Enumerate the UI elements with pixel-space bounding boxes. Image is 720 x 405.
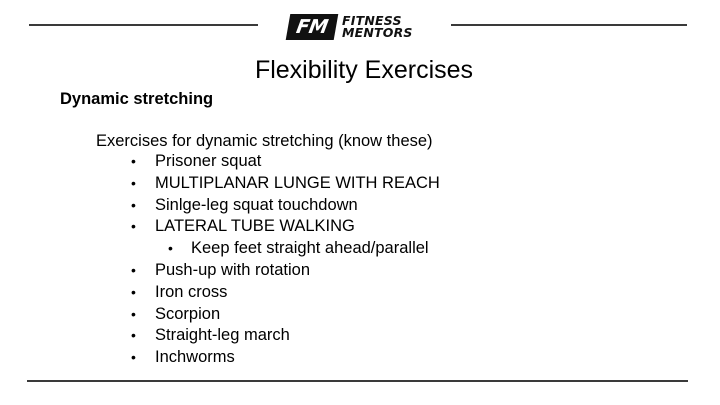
bullet-icon: • [131,283,136,300]
exercise-list [0,151,440,369]
list-item-text: Keep feet straight ahead/parallel [191,239,429,258]
slide-title: Flexibility Exercises [254,56,474,84]
fitness-mentors-logo [288,13,413,41]
logo-mark: FM [286,14,339,40]
list-item [0,304,440,326]
logo-wordmark [342,12,413,40]
logo-word-mentors: MENTORS [342,25,413,40]
list-item-text: Sinlge-leg squat touchdown [155,195,358,214]
list-item-text: LATERAL TUBE WALKING [155,217,355,236]
bottom-divider [27,380,688,382]
list-item [0,325,440,347]
sub-list-item [0,238,440,260]
list-item [0,347,440,369]
bullet-icon: • [131,305,136,322]
bullet-icon: • [168,240,173,257]
bullet-icon: • [131,261,136,278]
list-item [0,195,440,217]
list-item [0,216,440,238]
bullet-icon: • [131,174,136,191]
list-item-text: Iron cross [155,282,228,301]
top-right-divider [451,24,687,26]
list-item [0,282,440,304]
bullet-icon: • [131,196,136,213]
list-item-text: MULTIPLANAR LUNGE WITH REACH [155,173,440,192]
list-item-text: Straight-leg march [155,326,290,345]
list-item-text: Inchworms [155,348,235,367]
bullet-icon: • [131,349,136,366]
bullet-icon: • [131,327,136,344]
list-item-text: Prisoner squat [155,152,262,170]
top-left-divider [29,24,258,26]
bullet-icon: • [131,218,136,235]
list-item-text: Scorpion [155,304,221,323]
list-item-text: Push-up with rotation [155,260,311,279]
list-item [0,173,440,195]
logo-word-fitness: FITNESS [342,12,402,28]
list-item [0,151,440,173]
section-heading: Dynamic stretching [60,90,214,108]
intro-text: Exercises for dynamic stretching (know these) [96,132,433,150]
bullet-icon: • [131,153,136,169]
list-item [0,260,440,282]
